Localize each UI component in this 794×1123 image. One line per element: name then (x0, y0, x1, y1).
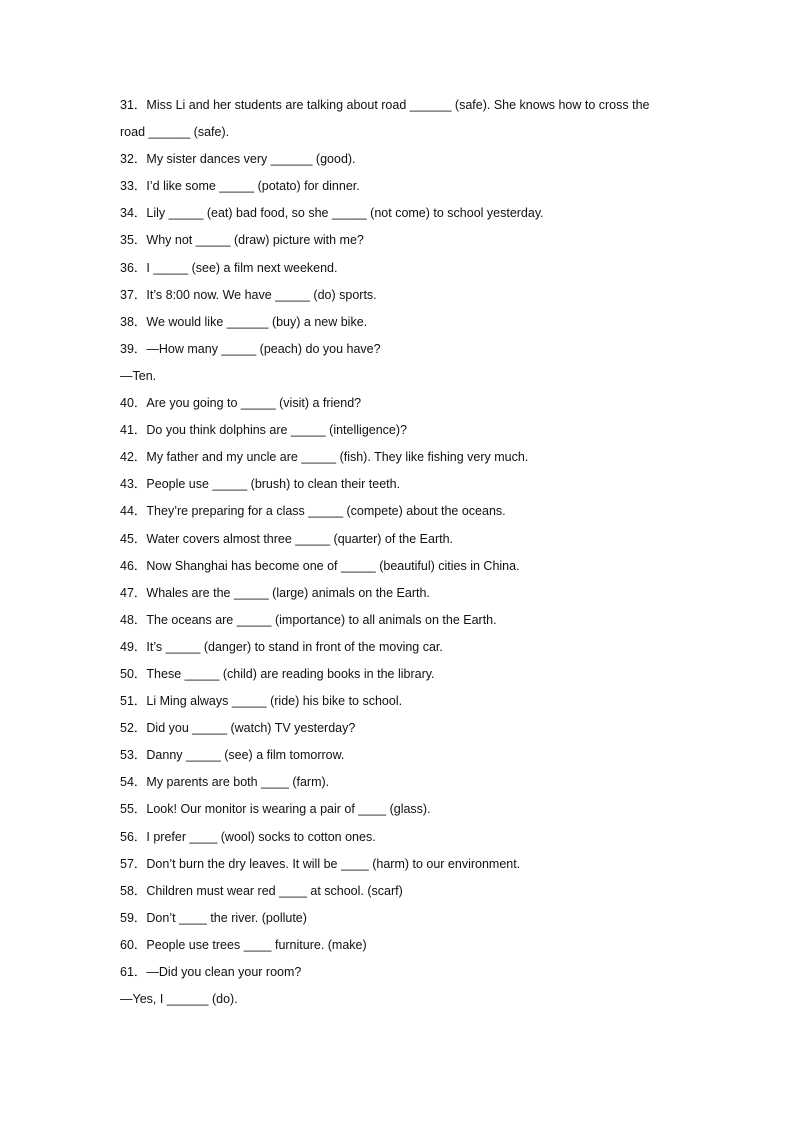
question-51: 51．Li Ming always _____ (ride) his bike to school. (120, 694, 403, 709)
question-58: 58．Children must wear red ____ at school. (scarf) (120, 883, 403, 898)
question-32: 32．My sister dances very ______ (good). (120, 152, 356, 167)
question-40: 40．Are you going to _____ (visit) a friend? (120, 396, 362, 411)
question-31-line-2: road ______ (safe). (120, 125, 230, 140)
question-49: 49．It’s _____ (danger) to stand in front of the moving car. (120, 639, 443, 654)
question-53: 53．Danny _____ (see) a film tomorrow. (120, 748, 345, 763)
question-35: 35．Why not _____ (draw) picture with me? (120, 233, 364, 248)
question-43: 43．People use _____ (brush) to clean their teeth. (120, 477, 401, 492)
answer-39: —Ten. (120, 368, 157, 383)
question-52: 52．Did you _____ (watch) TV yesterday? (120, 721, 356, 736)
question-46: 46．Now Shanghai has become one of _____ (beautiful) cities in China. (120, 558, 520, 573)
question-59: 59．Don’t ____ the river. (pollute) (120, 910, 307, 925)
question-33: 33．I’d like some _____ (potato) for dinner. (120, 179, 360, 194)
question-54: 54．My parents are both ____ (farm). (120, 775, 330, 790)
question-41: 41．Do you think dolphins are _____ (intelligence)? (120, 423, 407, 438)
question-38: 38．We would like ______ (buy) a new bike. (120, 314, 368, 329)
question-50: 50．These _____ (child) are reading books in the library. (120, 666, 435, 681)
exercise-list (120, 92, 680, 1013)
question-55: 55．Look! Our monitor is wearing a pair of ____ (glass). (120, 802, 431, 817)
question-56: 56．I prefer ____ (wool) socks to cotton ones. (120, 829, 376, 844)
question-42: 42．My father and my uncle are _____ (fish). They like fishing very much. (120, 450, 529, 465)
question-36: 36．I _____ (see) a film next weekend. (120, 260, 338, 275)
question-39: 39．—How many _____ (peach) do you have? (120, 341, 381, 356)
question-31-line-1: 31．Miss Li and her students are talking about road ______ (safe). She knows how to cross the (120, 98, 650, 112)
question-57: 57．Don’t burn the dry leaves. It will be ____ (harm) to our environment. (120, 856, 521, 871)
question-61: 61．—Did you clean your room? (120, 965, 302, 979)
question-45: 45．Water covers almost three _____ (quarter) of the Earth. (120, 531, 454, 546)
question-47: 47．Whales are the _____ (large) animals on the Earth. (120, 585, 430, 600)
question-44: 44．They’re preparing for a class _____ (compete) about the oceans. (120, 504, 506, 519)
question-48: 48．The oceans are _____ (importance) to all animals on the Earth. (120, 612, 497, 627)
answer-61: —Yes, I ______ (do). (120, 992, 238, 1007)
question-37: 37．It’s 8:00 now. We have _____ (do) sports. (120, 287, 377, 302)
question-34: 34．Lily _____ (eat) bad food, so she _____ (not come) to school yesterday. (120, 206, 544, 221)
question-60: 60．People use trees ____ furniture. (make) (120, 937, 367, 952)
